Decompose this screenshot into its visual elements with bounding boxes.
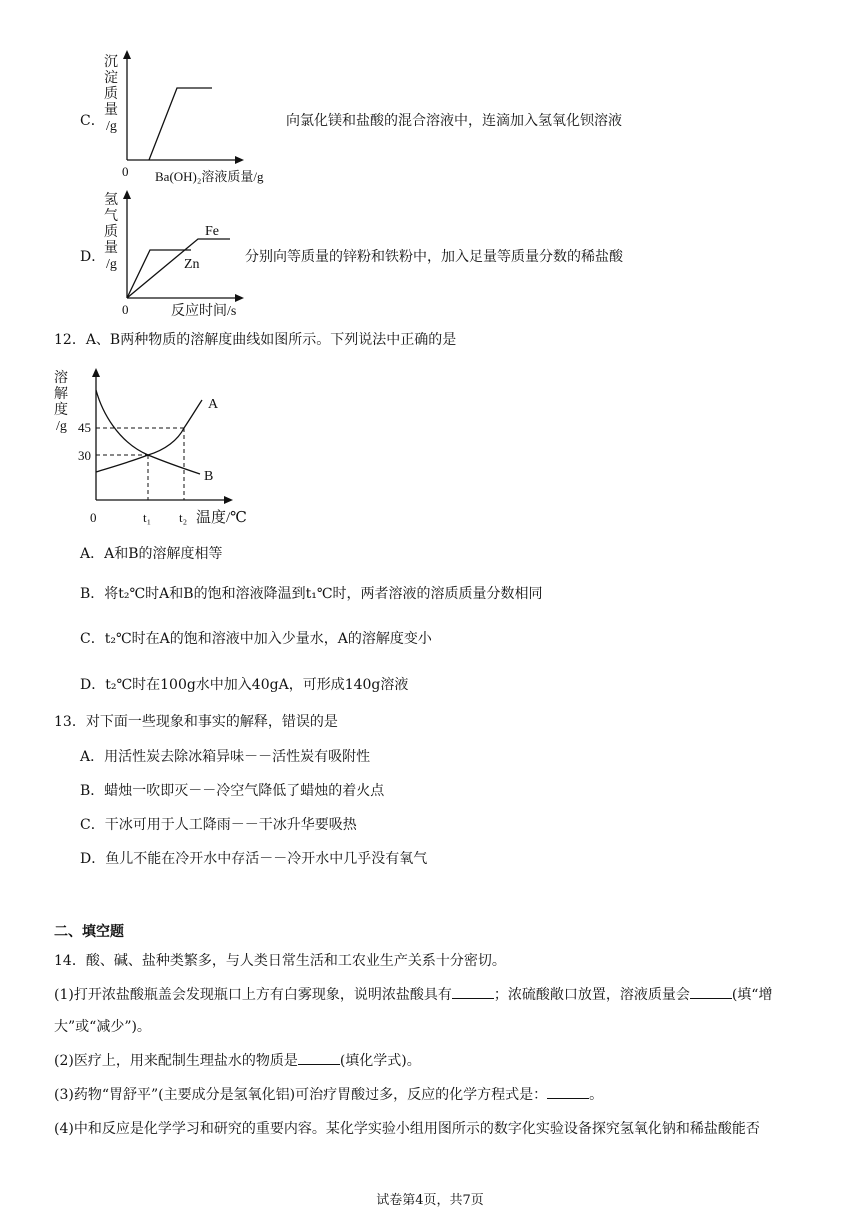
ylabel-char: 质 <box>104 225 118 240</box>
q14-part1-text-c: (填“增 <box>731 987 773 1003</box>
ylabel-char: /g <box>106 119 117 134</box>
q14-part2 <box>54 1052 421 1070</box>
x-axis-arrow <box>235 156 244 164</box>
series-a-label: A <box>208 397 219 412</box>
ylabel-char: 解 <box>54 387 68 402</box>
series-b-label: B <box>204 469 214 484</box>
q14-part1-text-a: (1)打开浓盐酸瓶盖会发现瓶口上方有白雾现象，说明浓盐酸具有 <box>54 987 452 1003</box>
page-footer: 试卷第4页，共7页 <box>376 1193 484 1208</box>
q14-part3-text-b: 。 <box>589 1087 604 1103</box>
q14-part3-text-a: (3)药物“胃舒平”(主要成分是氢氧化铝)可治疗胃酸过多，反应的化学方程式是： <box>54 1087 548 1103</box>
tick-t2: t₂ <box>179 510 188 525</box>
q13-stem: 13．对下面一些现象和事实的解释，错误的是 <box>54 714 338 730</box>
ylabel-char: /g <box>106 257 117 272</box>
chart-precipitate-mass <box>98 50 298 190</box>
q14-part1 <box>54 986 772 1004</box>
q14-part2-text-a: (2)医疗上，用来配制生理盐水的物质是 <box>54 1053 298 1069</box>
y-axis-arrow <box>123 190 131 199</box>
tick-t1: t₁ <box>143 510 152 525</box>
answer-blank[interactable] <box>452 986 494 999</box>
q14-stem: 14．酸、碱、盐种类繁多，与人类日常生活和工农业生产关系十分密切。 <box>54 953 506 969</box>
option-c-letter: C． <box>80 113 105 129</box>
ylabel-char: 溶 <box>54 371 68 386</box>
q13-option-c: C．干冰可用于人工降雨－－干冰升华要吸热 <box>80 817 357 833</box>
option-d-text: 分别向等质量的锌粉和铁粉中，加入足量等质量分数的稀盐酸 <box>245 249 623 265</box>
q12-option-a: A．A和B的溶解度相等 <box>80 546 223 562</box>
x-axis-arrow <box>224 496 233 504</box>
q14-part4: (4)中和反应是化学学习和研究的重要内容。某化学实验小组用图所示的数字化实验设备探究氢氧化钠和稀盐酸能否 <box>54 1121 760 1137</box>
q12-option-b: B．将t₂℃时A和B的饱和溶液降温到t₁℃时，两者溶液的溶质质量分数相同 <box>80 586 543 602</box>
y-axis-arrow <box>123 50 131 59</box>
ylabel-char: 气 <box>104 209 118 224</box>
x-axis-label: Ba(OH)₂溶液质量/g <box>155 169 264 184</box>
option-c-text: 向氯化镁和盐酸的混合溶液中，连滴加入氢氧化钡溶液 <box>286 113 622 129</box>
origin-label: 0 <box>90 510 97 525</box>
y-axis-arrow <box>92 368 100 377</box>
answer-blank[interactable] <box>298 1052 340 1065</box>
q13-option-b: B．蜡烛一吹即灭－－冷空气降低了蜡烛的着火点 <box>80 783 385 799</box>
option-d-letter: D． <box>80 249 106 265</box>
ylabel-char: 量 <box>104 241 118 256</box>
chart-solubility <box>50 364 260 534</box>
zn-label: Zn <box>184 257 200 272</box>
origin-label: 0 <box>122 164 129 179</box>
ylabel-char: 氢 <box>104 193 118 208</box>
answer-blank[interactable] <box>690 986 732 999</box>
q14-part1-cont: 大”或“减少”)。 <box>54 1019 151 1035</box>
ylabel-char: 量 <box>104 103 118 118</box>
q13-option-a: A．用活性炭去除冰箱异味－－活性炭有吸附性 <box>80 749 371 765</box>
x-axis-arrow <box>235 294 244 302</box>
ylabel-char: 淀 <box>104 71 118 86</box>
q14-part1-text-b: ；浓硫酸敞口放置，溶液质量会 <box>493 987 690 1003</box>
ylabel-char: 质 <box>104 87 118 102</box>
q14-part2-text-b: (填化学式)。 <box>339 1053 421 1069</box>
x-axis-label: 温度/℃ <box>196 510 247 526</box>
tick-45: 45 <box>78 420 91 435</box>
section-title: 二、填空题 <box>54 924 124 940</box>
q12-option-d: D．t₂℃时在100g水中加入40gA，可形成140g溶液 <box>80 677 409 693</box>
precipitate-curve <box>149 88 212 160</box>
origin-label: 0 <box>122 302 129 317</box>
answer-blank[interactable] <box>547 1086 589 1099</box>
q12-stem: 12．A、B两种物质的溶解度曲线如图所示。下列说法中正确的是 <box>54 332 457 348</box>
ylabel-char: /g <box>56 419 67 434</box>
ylabel-char: 沉 <box>104 55 118 70</box>
q13-option-d: D．鱼儿不能在冷开水中存活－－冷开水中几乎没有氧气 <box>80 851 428 867</box>
tick-30: 30 <box>78 448 91 463</box>
curve-a <box>96 400 202 472</box>
chart-solubility-ylabel <box>54 369 68 434</box>
q14-part3 <box>54 1086 603 1104</box>
chart-c-ylabel <box>104 54 118 134</box>
ylabel-char: 度 <box>54 403 68 418</box>
chart-d-ylabel <box>104 192 118 272</box>
q12-option-c: C．t₂℃时在A的饱和溶液中加入少量水，A的溶解度变小 <box>80 631 432 647</box>
fe-label: Fe <box>205 224 219 239</box>
fe-curve <box>127 239 230 298</box>
x-axis-label: 反应时间/s <box>171 304 237 318</box>
